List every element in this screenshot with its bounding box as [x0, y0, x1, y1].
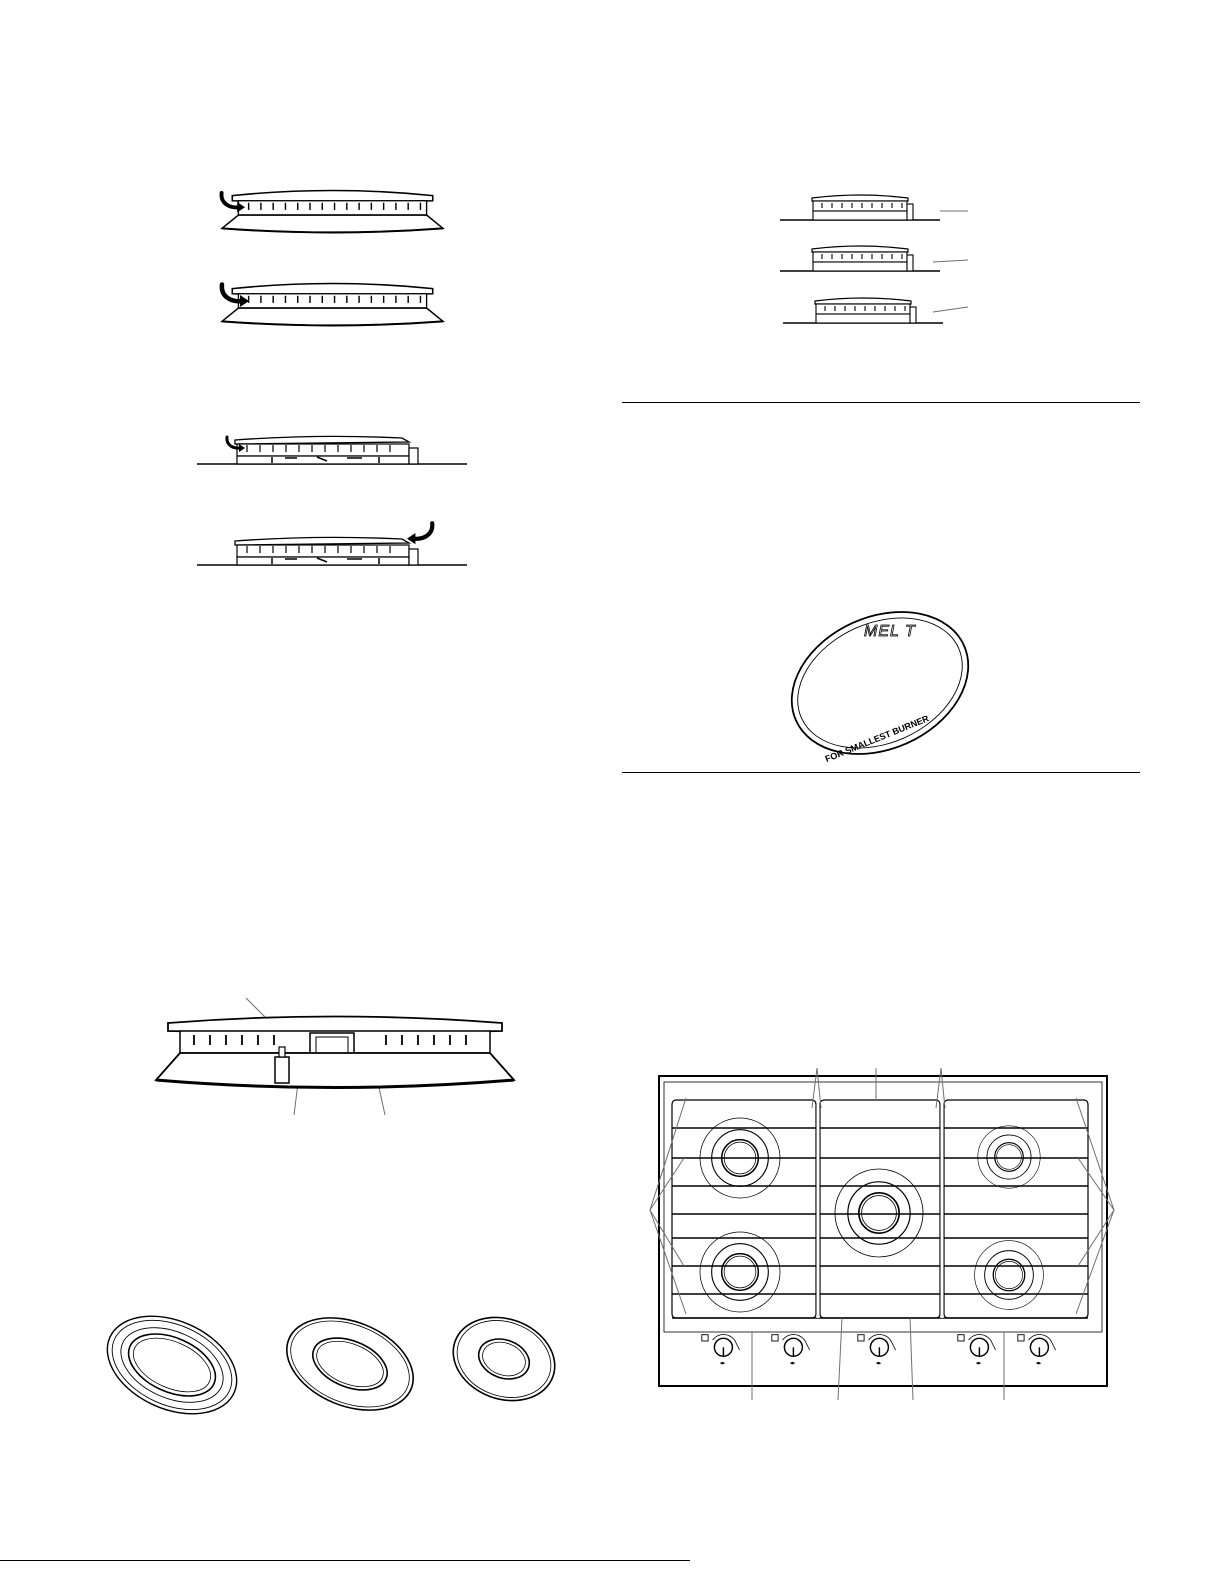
burner-low-figure-1	[195, 428, 470, 473]
burner-small-stack	[775, 190, 985, 340]
melt-label: MEL T	[864, 623, 916, 640]
section-divider	[622, 772, 1140, 773]
burner-with-igniter	[150, 995, 520, 1120]
section-divider	[622, 402, 1140, 403]
burner-cap-figure-2	[215, 278, 450, 338]
smallest-burner-label: FOR SMALLEST BURNER	[823, 713, 931, 765]
curved-arrow-icon	[407, 523, 432, 544]
burner-base-medium	[280, 1312, 420, 1416]
burner-base-large	[100, 1310, 245, 1420]
burner-low-figure-2	[195, 515, 470, 575]
cooktop-top-view	[640, 1060, 1120, 1405]
burner-base-small	[448, 1312, 560, 1406]
footer-rule	[0, 1560, 690, 1561]
leader-cap	[246, 998, 265, 1017]
burner-cap-figure-1	[215, 185, 450, 245]
melt-disc	[780, 608, 980, 765]
